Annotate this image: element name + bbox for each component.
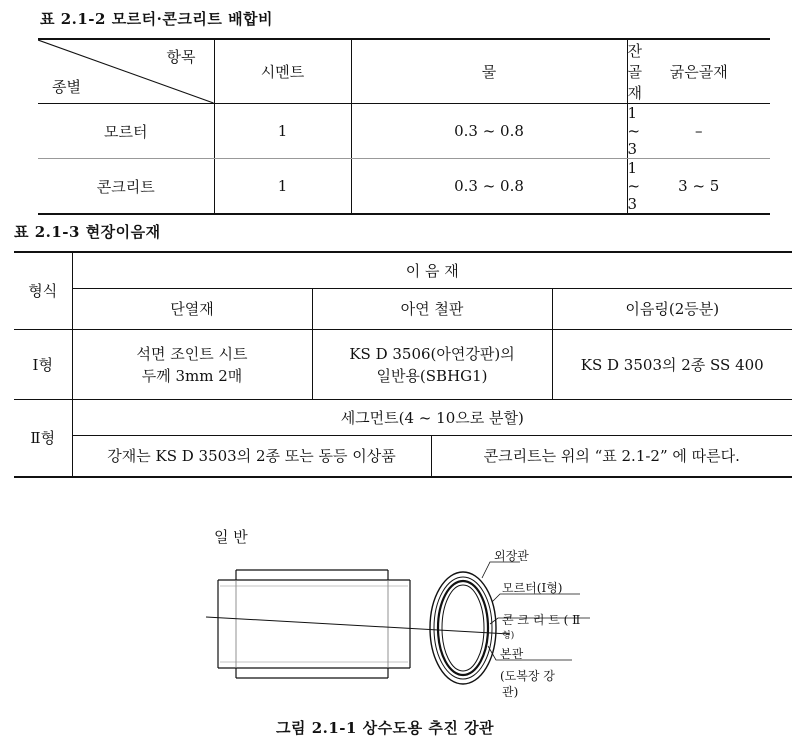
col-header-water: 물: [351, 39, 627, 104]
cell: 0.3 ~ 0.8: [351, 159, 627, 215]
corner-cell: [38, 39, 214, 104]
leader-lines: [482, 562, 590, 660]
table2-caption: 표 2.1-3 현장이음재: [14, 223, 161, 241]
cell-steel: 강재는 KS D 3503의 2종 또는 동등 이상품: [72, 436, 431, 478]
col-header-coarse: 굵은골재: [627, 39, 770, 104]
cell: 1: [214, 159, 351, 215]
label-coating-cont: 관): [502, 685, 519, 699]
table-row: 콘크리트 1 0.3 ~ 0.8 1 ~ 3 3 ~ 5: [38, 159, 770, 215]
row-label: Ⅱ형: [14, 400, 72, 478]
joint-material-table: [14, 251, 792, 478]
mix-ratio-table: [38, 38, 770, 215]
cell-segment: 세그먼트(4 ~ 10으로 분할): [72, 400, 792, 436]
label-outer-pipe: 외장관: [494, 549, 529, 563]
cell: 1: [214, 104, 351, 159]
pipe-end-view: [430, 572, 496, 684]
table-header-row: 항목 종별 시멘트 물 잔골재 굵은골재: [38, 39, 770, 104]
cell-insulation: [72, 330, 312, 400]
cell-line: 석면 조인트 시트: [136, 344, 248, 363]
col-header-cement: 시멘트: [214, 39, 351, 104]
table-subheader-row: [14, 289, 792, 330]
label-concrete-cont: 형): [502, 631, 515, 641]
subheader-insulation: 단열재: [72, 289, 312, 330]
cell-concrete: 콘크리트는 위의 “표 2.1-2” 에 따른다.: [431, 436, 792, 478]
label-main-pipe: 본관: [500, 647, 524, 661]
row-label: Ⅰ형: [14, 330, 72, 400]
figure-heading: 일 반: [214, 528, 248, 546]
table-row: [14, 436, 792, 478]
table-row: [14, 330, 792, 400]
cell: –: [627, 104, 770, 159]
type-header: 형식: [14, 252, 72, 330]
cell: 3 ~ 5: [627, 159, 770, 215]
label-mortar: 모르터(Ⅰ형): [502, 581, 563, 595]
cell-line: 일반용(SBHG1): [376, 366, 488, 385]
corner-bottom-label: 종별: [52, 78, 81, 96]
subheader-ring: 이음링(2등분): [552, 289, 792, 330]
label-concrete: 콘 크 리 트 ( Ⅱ: [502, 613, 581, 627]
table-header-row: [14, 252, 792, 289]
table-row: [14, 400, 792, 436]
center-line: [206, 617, 510, 634]
cell-line: 두께 3mm 2매: [141, 366, 243, 385]
pipe-side-view: [218, 570, 410, 678]
pipe-figure: [200, 520, 620, 710]
row-label: 콘크리트: [96, 177, 155, 196]
figure-caption: 그림 2.1-1 상수도용 추진 강관: [276, 719, 495, 737]
cell-zinc: [312, 330, 552, 400]
label-coating: (도복장 강: [500, 669, 555, 683]
table1-caption: 표 2.1-2 모르터·콘크리트 배합비: [40, 10, 274, 28]
subheader-zinc: 아연 철판: [312, 289, 552, 330]
cell: 0.3 ~ 0.8: [351, 104, 627, 159]
table-row: 모르터 1 0.3 ~ 0.8 1 ~ 3 –: [38, 104, 770, 159]
cell-ring: KS D 3503의 2종 SS 400: [552, 330, 792, 400]
corner-top-label: 항목: [166, 48, 196, 66]
group-header: 이 음 재: [72, 252, 792, 289]
cell-line: KS D 3506(아연강판)의: [349, 344, 515, 363]
row-label: 모르터: [38, 104, 214, 159]
